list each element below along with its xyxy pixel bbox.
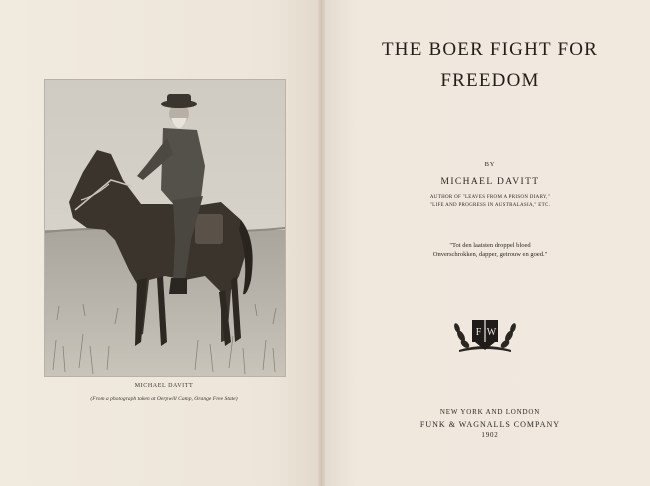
svg-text:W: W [486,327,497,338]
author-credits [330,194,650,210]
book-gutter [318,0,325,486]
imprint-publisher: FUNK & WAGNALLS COMPANY [419,419,561,429]
epigraph [330,241,650,259]
credit-line: "LIFE AND PROGRESS IN AUSTRALASIA," ETC. [429,203,551,208]
imprint-year: 1902 [481,431,499,439]
horse-rider-illustration [45,80,285,376]
title-line: FREEDOM [440,70,540,91]
frontispiece-portrait [44,79,286,377]
imprint [330,407,650,442]
epigraph-line: Onverschrokken, dapper, getrouw en goed." [432,251,548,258]
imprint-cities: NEW YORK AND LONDON [439,408,541,416]
epigraph-line: "Tot den laatsten droppel bloed [449,242,531,249]
publisher-wreath-emblem-icon [451,312,519,354]
frontispiece-source-note: (From a photograph taken at Oerpwill Camp, Orange Free State) [90,396,238,402]
title-line: THE BOER FIGHT FOR [381,39,599,60]
book-title [330,34,650,96]
frontispiece-caption: MICHAEL DAVITT [134,383,194,389]
credit-line: AUTHOR OF "LEAVES FROM A PRISON DIARY," [429,195,551,200]
author-name: MICHAEL DAVITT [440,177,540,187]
svg-text:F: F [475,327,482,338]
by-line: BY [484,161,496,168]
